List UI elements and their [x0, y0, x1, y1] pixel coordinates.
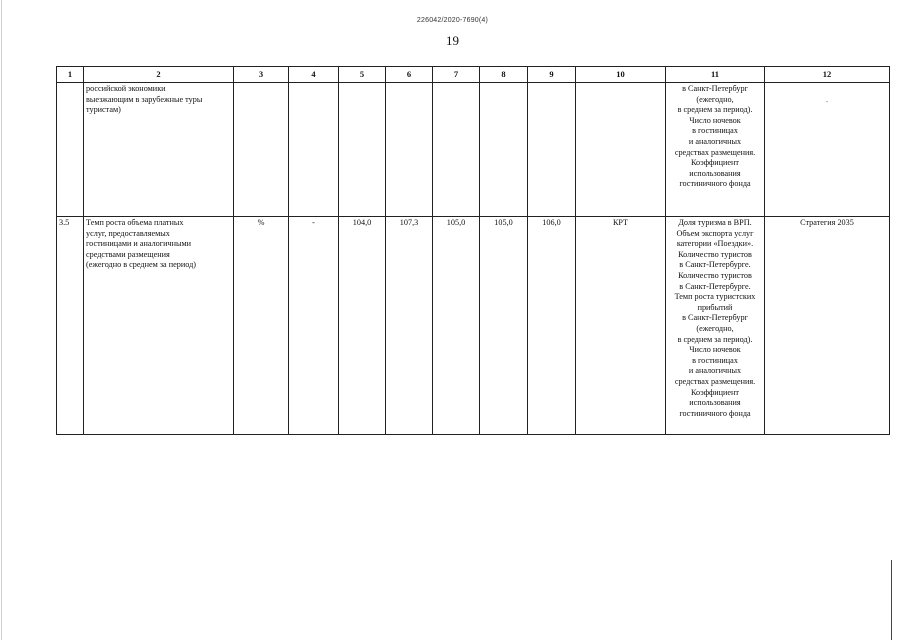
page-number: 19	[446, 33, 459, 48]
indicators-table	[56, 66, 890, 435]
text-line: использования	[689, 398, 741, 408]
scan-edge-left	[1, 0, 2, 640]
cell-col-4	[289, 83, 339, 217]
col-header-2: 2	[84, 67, 234, 83]
cell-col-6	[386, 83, 433, 217]
text-line: средствах размещения.	[674, 147, 756, 157]
cell-col-5: 104,0	[339, 217, 386, 435]
cell-col-4: -	[289, 217, 339, 435]
text-line: Количество туристов	[678, 249, 752, 259]
text-line: Доля туризма в ВРП.	[678, 218, 752, 227]
col-header-1: 1	[57, 67, 84, 83]
scan-edge-right	[891, 560, 892, 640]
col-header-12: 12	[765, 67, 890, 83]
col-header-4: 4	[289, 67, 339, 83]
text-line: гостиницами и аналогичными	[86, 239, 192, 249]
cell-col-9: 106,0	[528, 217, 576, 435]
col-header-9: 9	[528, 67, 576, 83]
cell-indicator-name	[84, 83, 234, 217]
text-line: туристам)	[86, 105, 121, 115]
cell-unit: %	[234, 217, 289, 435]
text-line: Объем экспорта услуг	[676, 228, 754, 238]
cell-related-indicators	[666, 83, 765, 217]
text-line: использования	[689, 168, 741, 178]
cell-col-9	[528, 83, 576, 217]
text-line: Число ночевок	[689, 115, 741, 125]
cell-source	[765, 83, 890, 217]
table-row	[57, 83, 890, 217]
cell-col-10: КРТ	[576, 217, 666, 435]
cell-indicator-name	[84, 217, 234, 435]
text-line: в Санкт-Петербурге.	[679, 281, 751, 291]
text-line: Коэффициент	[690, 158, 739, 168]
text-line: категории «Поездки».	[676, 239, 754, 249]
text-line: в среднем за период).	[677, 334, 753, 344]
text-line: Коэффициент	[690, 387, 739, 397]
text-line: российской экономики	[86, 84, 166, 93]
text-line: и аналогичных	[688, 366, 742, 376]
cell-number: 3.5	[57, 217, 84, 435]
col-header-5: 5	[339, 67, 386, 83]
cell-col-5	[339, 83, 386, 217]
table-row	[57, 217, 890, 435]
text-line: гостиничного фонда	[679, 179, 751, 189]
text-line: (ежегодно в среднем за период)	[86, 260, 196, 270]
cell-col-7	[433, 83, 480, 217]
text-line: средствах размещения.	[674, 376, 756, 386]
cell-related-indicators	[666, 217, 765, 435]
text-line: средствами размещения	[86, 249, 170, 259]
col-header-8: 8	[480, 67, 528, 83]
text-line: прибытий	[697, 302, 733, 312]
cell-source: Стратегия 2035	[765, 217, 890, 435]
cell-col-6: 107,3	[386, 217, 433, 435]
col-header-10: 10	[576, 67, 666, 83]
text-line: услуг, предоставляемых	[86, 228, 170, 238]
text-line: Темп роста туристских	[674, 292, 756, 302]
text-line: в гостиницах	[692, 355, 738, 365]
cell-col-7: 105,0	[433, 217, 480, 435]
text-line: в среднем за период).	[677, 105, 753, 115]
text-line: Количество туристов	[678, 270, 752, 280]
text-line: в Санкт-Петербурге.	[679, 260, 751, 270]
cell-unit	[234, 83, 289, 217]
text-line: (ежегодно,	[696, 94, 734, 104]
col-header-6: 6	[386, 67, 433, 83]
text-line: (ежегодно,	[696, 323, 734, 333]
dash-mark: -	[825, 97, 829, 106]
text-line: в Санкт-Петербург	[682, 84, 748, 93]
col-header-11: 11	[666, 67, 765, 83]
text-line: гостиничного фонда	[679, 408, 751, 418]
table-header-row	[57, 67, 890, 83]
text-line: в Санкт-Петербург	[682, 313, 748, 323]
text-line: и аналогичных	[688, 136, 742, 146]
text-line: в гостиницах	[692, 126, 738, 136]
text-line: Число ночевок	[689, 345, 741, 355]
col-header-7: 7	[433, 67, 480, 83]
cell-col-8	[480, 83, 528, 217]
text-line: Темп роста объема платных	[86, 218, 184, 227]
cell-number	[57, 83, 84, 217]
document-registration-code: 226042/2020-7690(4)	[416, 17, 489, 24]
col-header-3: 3	[234, 67, 289, 83]
cell-col-8: 105,0	[480, 217, 528, 435]
text-line: выезжающим в зарубежные туры	[86, 94, 203, 104]
cell-col-10	[576, 83, 666, 217]
